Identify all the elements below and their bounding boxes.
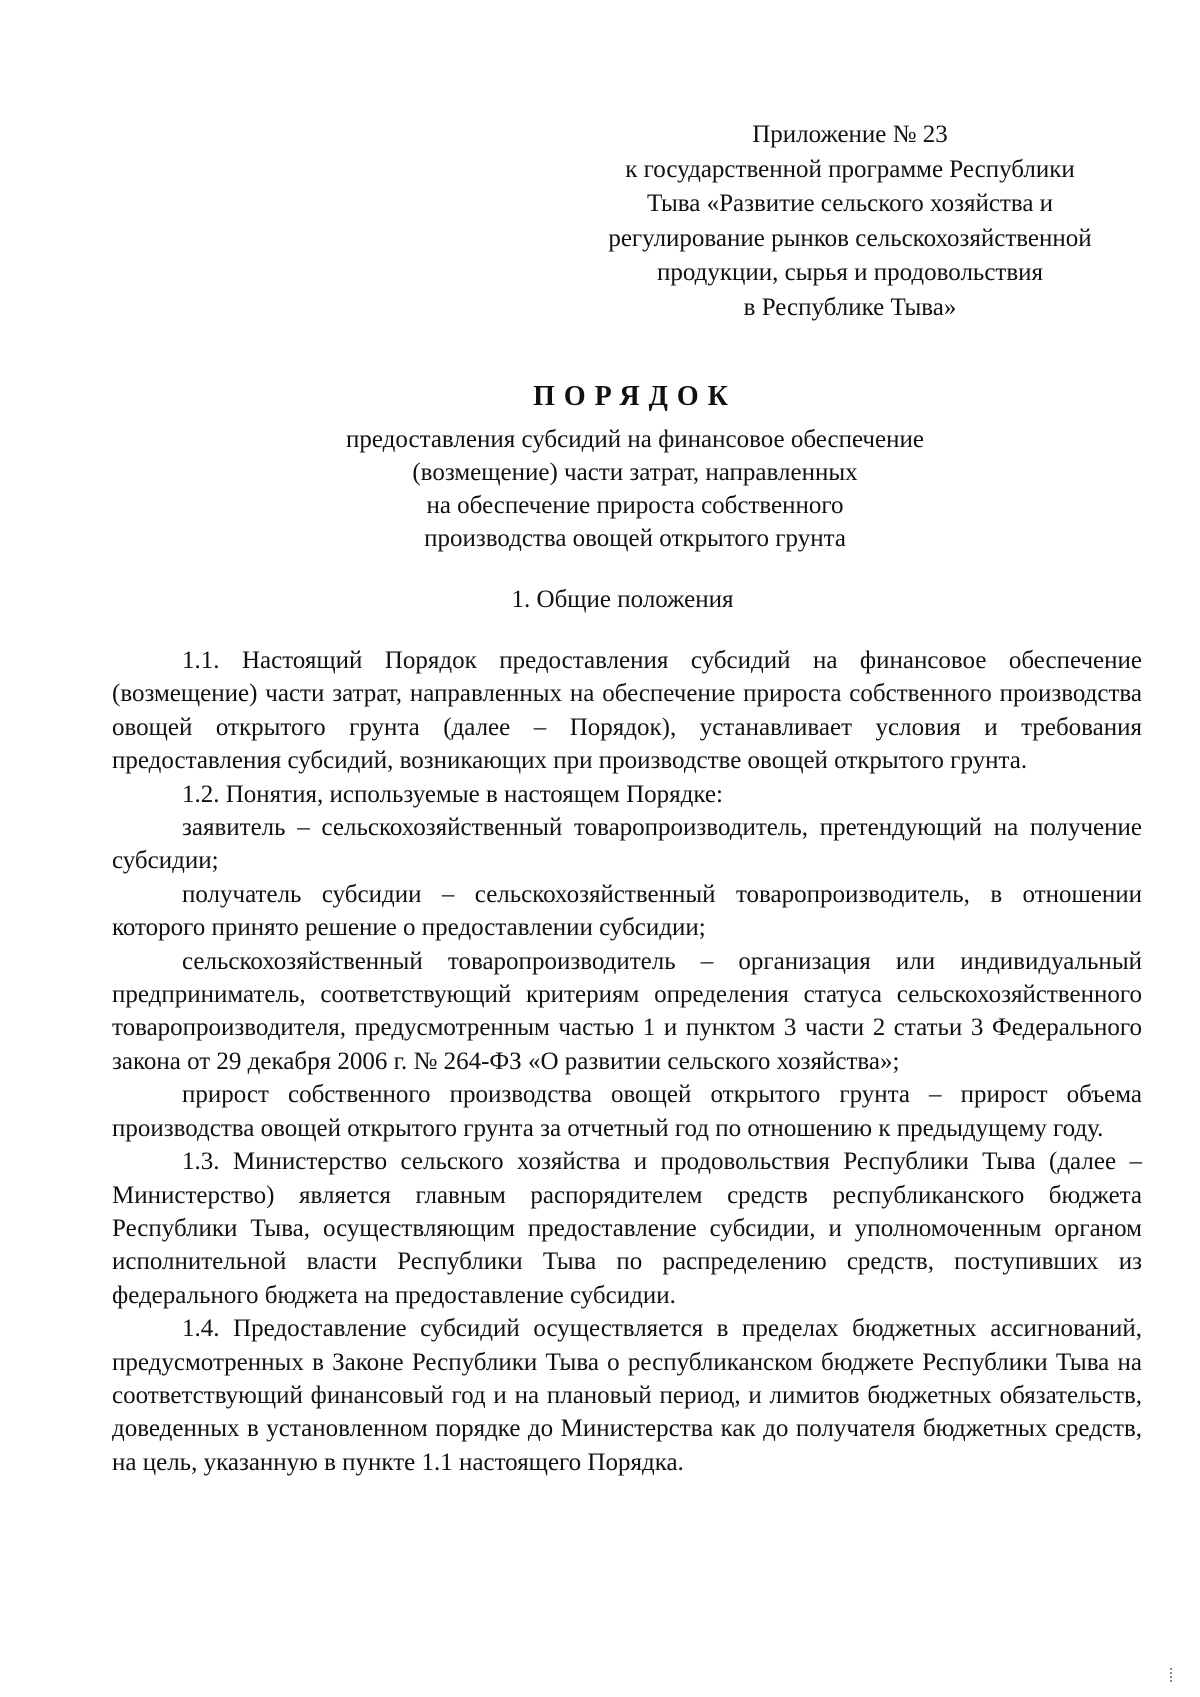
definition-recipient: получатель субсидии – сельскохозяйственный товаропроизводитель, в отношении которого принято решение о предоставлении субсидии; (112, 880, 1142, 942)
annex-line: к государственной программе Республики (625, 155, 1075, 183)
definition-producer: сельскохозяйственный товаропроизводитель – организация или индивидуальный предприниматель, соответствующий критериям определения статуса сельскохозяйственного товаропроизводителя, предусмотренным частью 1 и пунктом 3 части 2 статьи 3 Федерального закона от 29 декабря 2006 г. № 264-ФЗ «О развитии сельского хозяйства»; (112, 947, 1142, 1075)
subtitle-line: на обеспечение прироста собственного (426, 492, 844, 519)
annex-line: продукции, сырья и продовольствия (656, 259, 1044, 286)
paragraph-1-3: 1.3. Министерство сельского хозяйства и продовольствия Республики Тыва (далее – Министерство) является главным распорядителем средств республиканского бюджета Республики Тыва, осуществляющим предоставление субсидии, и уполномоченным органом исполнительной власти Республики Тыва по распределению средств, поступивших из федерального бюджета на предоставление субсидии. (112, 1148, 1142, 1309)
annex-reference (560, 118, 1140, 325)
definition-applicant: заявитель – сельскохозяйственный товаропроизводитель, претендующий на получение субсидии; (112, 814, 1142, 875)
annex-line: в Республике Тыва» (743, 293, 957, 321)
document-body (112, 644, 1142, 1479)
paragraph-1-4: 1.4. Предоставление субсидий осуществляется в пределах бюджетных ассигнований, предусмотренных в Законе Республики Тыва о республиканском бюджете Республики Тыва на соответствующий финансовый год и на плановый период, и лимитов бюджетных обязательств, доведенных в установленном порядке до Министерства как до получателя бюджетных средств, на цель, указанную в пункте 1.1 настоящего Порядка. (112, 1315, 1142, 1476)
subtitle-line: производства овощей открытого грунта (424, 525, 846, 552)
subtitle-line: предоставления субсидий на финансовое обеспечение (346, 426, 924, 453)
annex-line: Приложение № 23 (752, 121, 948, 148)
paragraph-1-1: 1.1. Настоящий Порядок предоставления субсидий на финансовое обеспечение (возмещение) части затрат, направленных на обеспечение прироста собственного производства овощей открытого грунта (далее – Порядок), устанавливает условия и требования предоставления субсидий, возникающих при производстве овощей открытого грунта. (112, 647, 1142, 775)
paragraph-1-2: 1.2. Понятия, используемые в настоящем Порядке: (182, 780, 723, 808)
definition-growth: прирост собственного производства овощей открытого грунта – прирост объема производства овощей открытого грунта за отчетный год по отношению к предыдущему году. (112, 1081, 1142, 1142)
subtitle-line: (возмещение) части затрат, направленных (412, 459, 858, 486)
document-title-block (0, 378, 1200, 555)
document-title: ПОРЯДОК (533, 381, 737, 412)
annex-line: регулирование рынков сельскохозяйственной (608, 224, 1092, 252)
scan-artifact (1170, 1668, 1175, 1682)
section-heading: 1. Общие положения (511, 586, 734, 613)
annex-line: Тыва «Развитие сельского хозяйства и (646, 190, 1054, 217)
document-subtitle (0, 423, 1200, 555)
